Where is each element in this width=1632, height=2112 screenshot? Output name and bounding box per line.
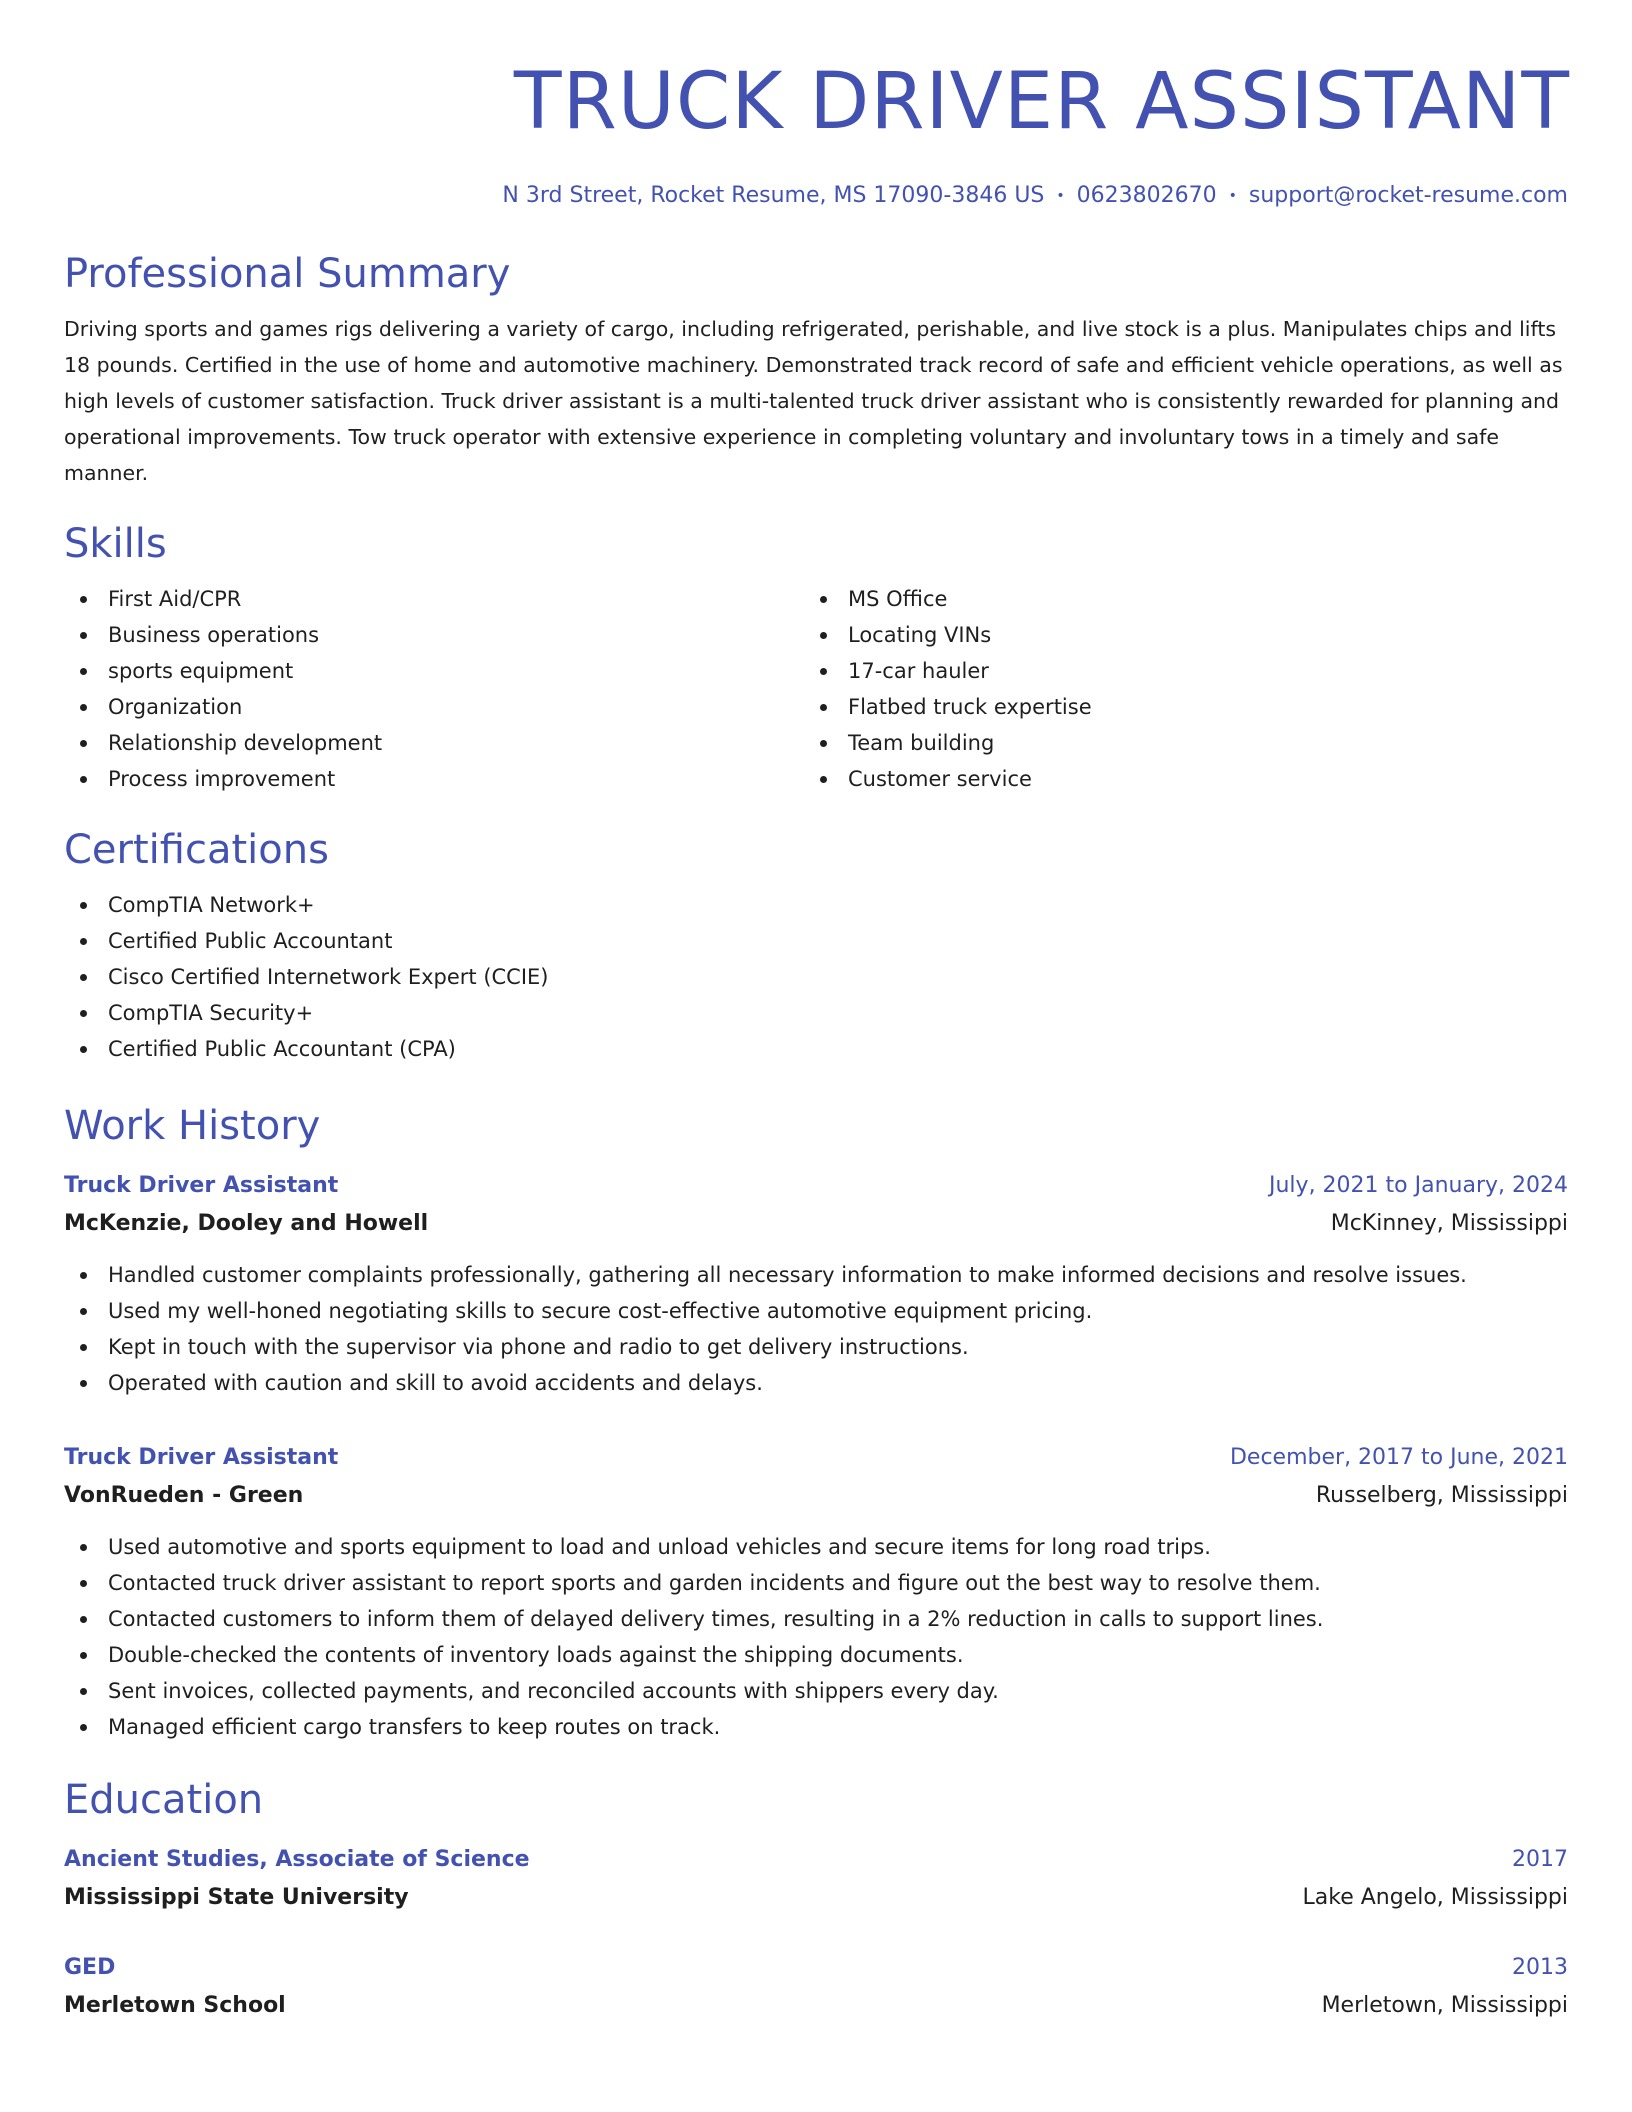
job-employer: VonRueden - Green [64,1483,304,1508]
job-duty-item: Contacted customers to inform them of delayed delivery times, resulting in a 2% reduction in calls to support lines. [64,1601,1568,1637]
job-duty-item: Operated with caution and skill to avoid accidents and delays. [64,1365,1568,1401]
job-duty-item: Handled customer complaints professionally, gathering all necessary information to make informed decisions and resolve issues. [64,1257,1568,1293]
education-heading: Education [64,1777,264,1823]
skills-section [64,519,1568,797]
work-history-heading: Work History [64,1103,321,1149]
job-dates: December, 2017 to June, 2021 [1229,1445,1568,1470]
skill-item: First Aid/CPR [64,581,804,617]
certifications-heading: Certifications [64,827,329,873]
education-entry [64,1949,1568,2025]
skills-columns [64,581,1568,797]
education-school: Merletown School [64,1993,286,2018]
certification-item: Certified Public Accountant (CPA) [64,1031,1568,1067]
skill-item: Organization [64,689,804,725]
job-header-row [64,1439,1568,1477]
summary-section [64,249,1568,491]
skill-item: Customer service [804,761,1544,797]
education-degree: GED [64,1955,116,1980]
work-history-section [64,1101,1568,1745]
skills-list-left [64,581,804,797]
education-section [64,1775,1568,2025]
candidate-name: TRUCK DRIVER ASSISTANT [513,57,1570,147]
summary-text: Driving sports and games rigs delivering a variety of cargo, including refrigerated, perishable, and live stock is a plus. Manipulates chips and lifts 18 pounds. Certified in the use of home and automotive machinery. Demonstrated track record of safe and efficient vehicle operations, as well as high levels of customer satisfaction. Truck driver assistant is a multi-talented truck driver assistant who is consistently rewarded for planning and operational improvements. Tow truck operator with extensive experience in completing voluntary and involuntary tows in a timely and safe manner. [64,317,1563,485]
certifications-section [64,825,1568,1067]
skill-item: Business operations [64,617,804,653]
education-header-row [64,1841,1568,1879]
separator-dot: • [1056,188,1065,204]
skill-item: Relationship development [64,725,804,761]
skills-list-right [804,581,1544,797]
job-location: Russelberg, Mississippi [1315,1483,1568,1508]
contact-address: N 3rd Street, Rocket Resume, MS 17090-3846 US [502,183,1045,208]
contact-line [64,181,1568,211]
education-entry [64,1841,1568,1917]
job-entry [64,1167,1568,1401]
skills-heading: Skills [64,521,167,567]
job-duties-list [64,1529,1568,1745]
job-employer-row [64,1205,1568,1243]
certification-item: Cisco Certified Internetwork Expert (CCIE) [64,959,1568,995]
skill-item: Locating VINs [804,617,1544,653]
education-degree: Ancient Studies, Associate of Science [64,1847,530,1872]
education-location: Merletown, Mississippi [1321,1993,1568,2018]
job-duty-item: Used my well-honed negotiating skills to secure cost-effective automotive equipment pricing. [64,1293,1568,1329]
certification-item: CompTIA Network+ [64,887,1568,923]
job-duty-item: Double-checked the contents of inventory loads against the shipping documents. [64,1637,1568,1673]
education-location: Lake Angelo, Mississippi [1302,1885,1568,1910]
job-duty-item: Managed efficient cargo transfers to keep routes on track. [64,1709,1568,1745]
education-school-row [64,1879,1568,1917]
certification-item: CompTIA Security+ [64,995,1568,1031]
certification-item: Certified Public Accountant [64,923,1568,959]
job-duty-item: Used automotive and sports equipment to load and unload vehicles and secure items for long road trips. [64,1529,1568,1565]
job-duty-item: Sent invoices, collected payments, and reconciled accounts with shippers every day. [64,1673,1568,1709]
job-title: Truck Driver Assistant [64,1173,339,1198]
skill-item: Process improvement [64,761,804,797]
education-school: Mississippi State University [64,1885,409,1910]
education-header-row [64,1949,1568,1987]
skill-item: 17-car hauler [804,653,1544,689]
job-entry [64,1439,1568,1745]
job-dates: July, 2021 to January, 2024 [1269,1173,1568,1198]
skill-item: Flatbed truck expertise [804,689,1544,725]
education-year: 2017 [1512,1847,1568,1872]
education-year: 2013 [1512,1955,1568,1980]
education-school-row [64,1987,1568,2025]
certifications-list [64,887,1568,1067]
job-employer: McKenzie, Dooley and Howell [64,1211,429,1236]
job-duties-list [64,1257,1568,1401]
job-header-row [64,1167,1568,1205]
job-duty-item: Kept in touch with the supervisor via phone and radio to get delivery instructions. [64,1329,1568,1365]
skill-item: sports equipment [64,653,804,689]
job-location: McKinney, Mississippi [1330,1211,1568,1236]
separator-dot: • [1228,188,1237,204]
skill-item: MS Office [804,581,1544,617]
contact-phone: 0623802670 [1076,183,1217,208]
summary-heading: Professional Summary [64,251,511,297]
job-duty-item: Contacted truck driver assistant to report sports and garden incidents and figure out the best way to resolve them. [64,1565,1568,1601]
contact-email[interactable]: support@rocket-resume.com [1248,183,1568,208]
job-employer-row [64,1477,1568,1515]
resume-header [64,56,1568,211]
skill-item: Team building [804,725,1544,761]
job-title: Truck Driver Assistant [64,1445,339,1470]
